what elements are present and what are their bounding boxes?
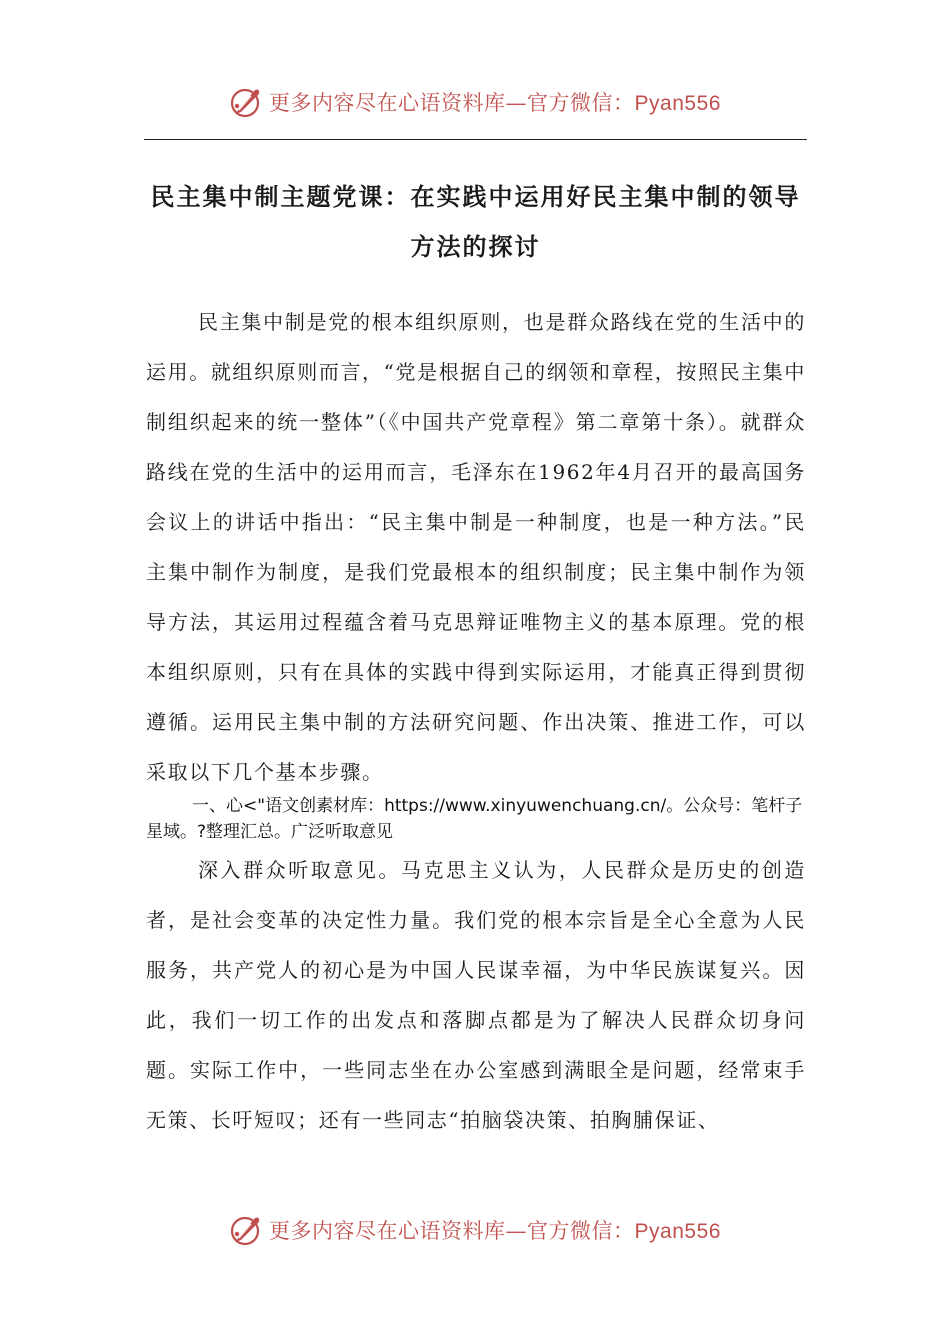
title-line-1: 民主集中制主题党课：在实践中运用好民主集中制的领导	[150, 183, 801, 211]
paragraph-text: 民主集中制是党的根本组织原则，也是群众路线在党的生活中的运用。就组织原则而言，“党是根据自己的纲领和章程，按照民主集中制组织起来的统一整体”（《中国共产党章程》第二章第十条）。就群众路线在党的生活中的运用而言，毛泽东在1962年4月召开的最高国务会议上的讲话中指出：“民主集中制是一种制度，也是一种方法。”民主集中制作为制度，是我们党最根本的组织制度；民主集中制作为领导方法，其运用过程蕴含着马克思辩证唯物主义的基本原理。党的根本组织原则，只有在具体的实践中得到实际运用，才能真正得到贯彻遵循。运用民主集中制的方法研究问题、作出决策、推进工作，可以采取以下几个基本步骤。	[146, 310, 806, 784]
section-heading: 一、心<"语文创素材库：https://www.xinyuwenchuang.cn/。公众号：笔杆子星域。?整理汇总。广泛听取意见	[146, 796, 803, 842]
wechat-id: Pyan556	[634, 1220, 721, 1243]
footer-banner[interactable]	[0, 1210, 950, 1250]
paragraph-text: 深入群众听取意见。马克思主义认为，人民群众是历史的创造者，是社会变革的决定性力量。我们党的根本宗旨是全心全意为人民服务，共产党人的初心是为中国人民谋幸福，为中华民族谋复兴。因此，我们一切工作的出发点和落脚点都是为了解决人民群众切身问题。实际工作中，一些同志坐在办公室感到满眼全是问题，经常束手无策、长吁短叹；还有一些同志“拍脑袋决策、拍胸脯保证、	[146, 858, 806, 1132]
section-paragraph	[146, 845, 806, 1145]
header-divider	[144, 139, 807, 140]
title-line-2: 方法的探讨	[410, 233, 541, 261]
document-title	[144, 172, 807, 272]
quill-logo-icon	[229, 1212, 265, 1248]
quill-logo-icon	[229, 84, 265, 120]
banner-text: 更多内容尽在心语资料库—官方微信：Pyan556	[269, 1219, 721, 1243]
banner-text: 更多内容尽在心语资料库—官方微信：Pyan556	[269, 91, 721, 115]
wechat-id: Pyan556	[634, 92, 721, 115]
header-banner[interactable]	[0, 82, 950, 122]
intro-paragraph	[146, 297, 806, 797]
